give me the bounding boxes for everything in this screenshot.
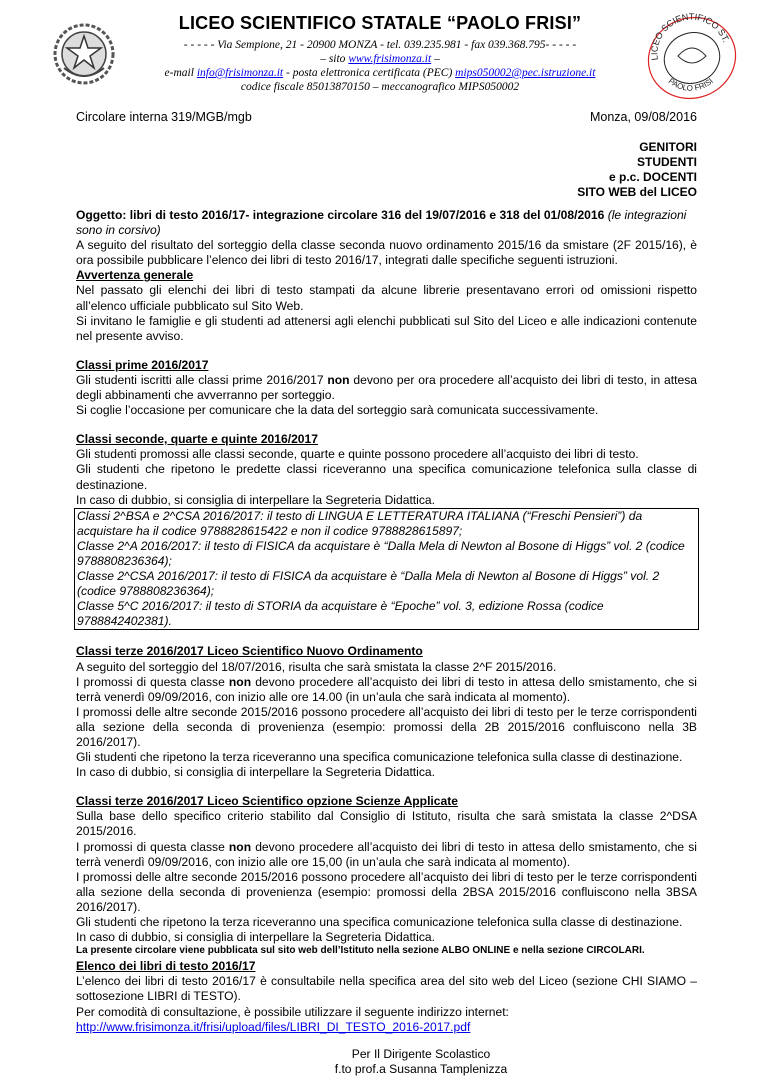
subject-bold: Oggetto: libri di testo 2016/17- integrazione circolare 316 del 19/07/2016 e 318 del 01/08/2016: [76, 208, 605, 222]
paragraph: Gli studenti che ripetono la terza riceveranno una specifica comunicazione telefonica sulla classe di destinazione.: [76, 915, 683, 930]
seal-text-top: LICEO SCIENTIFICO ST.: [649, 11, 732, 61]
section-seconde: [76, 432, 697, 630]
intro-paragraph: A seguito del risultato del sorteggio della classe seconda nuovo ordinamento 2015/16 da smistare (2F 2015/16), è ora possibile pubblicare l’elenco dei libri di testo 2016/17, integrati dalle specifiche seguenti istruzioni.: [76, 238, 697, 268]
paragraph: Per comodità di consultazione, è possibile utilizzare il seguente indirizzo internet:: [76, 1004, 509, 1019]
recipient: STUDENTI: [637, 155, 697, 169]
italian-republic-emblem-icon: [52, 22, 116, 86]
integration-line: Classe 2^CSA 2016/2017: il testo di FISICA da acquistare è “Dalla Mela di Newton al Bosone di Higgs” vol. 2 (codice 9788808236364);: [77, 569, 660, 599]
section-elenco: [76, 959, 697, 1034]
section-heading: Classi prime 2016/2017: [76, 357, 209, 372]
paragraph: Gli studenti che ripetono le predette classi riceveranno una specifica comunicazione telefonica sulla classe di destinazione.: [76, 462, 697, 492]
subject-italic: (le integrazioni sono in corsivo): [76, 208, 687, 238]
section-heading: Classi terze 2016/2017 Liceo Scientifico opzione Scienze Applicate: [76, 794, 458, 809]
text: devono procedere all’acquisto dei libri di testo in attesa dello smistamento, che si terrà venerdì 09/09/2016, con inizio alle ore 14.00 (in un’aula che sarà indicata al momento).: [76, 674, 697, 704]
paragraph: In caso di dubbio, si consiglia di interpellare la Segreteria Didattica.: [76, 492, 435, 507]
text: I promossi di questa classe: [76, 839, 229, 854]
circolare-date: Monza, 09/08/2016: [589, 110, 697, 124]
paragraph: In caso di dubbio, si consiglia di interpellare la Segreteria Didattica.: [76, 765, 435, 780]
paragraph: I promossi delle altre seconde 2015/2016 possono procedere all’acquisto dei libri di testo per le terze corrispondenti alla sezione della seconda di provenienza (esempio: promossi della 2B 2015/2016 confluiscono nella 3B 2016/2017).: [76, 704, 697, 749]
section-heading: Classi seconde, quarte e quinte 2016/2017: [76, 432, 318, 447]
paragraph: In caso di dubbio, si consiglia di interpellare la Segreteria Didattica.: [76, 930, 435, 945]
paragraph: [76, 373, 697, 403]
circolare-number: Circolare interna 319/MGB/mgb: [76, 110, 252, 124]
paragraph: Gli studenti promossi alle classi seconde, quarte e quinte possono procedere all’acquisto dei libri di testo.: [76, 447, 639, 462]
footer-note: La presente circolare viene pubblicata sul sito web dell’Istituto nella sezione ALBO ONLINE e nella sezione CIRCOLARI.: [76, 945, 645, 956]
email-prefix: e-mail: [164, 67, 197, 79]
signature-line: f.to prof.a Susanna Tamplenizza: [334, 1061, 508, 1076]
email-link[interactable]: info@frisimonza.it: [196, 67, 284, 79]
recipient: e p.c. DOCENTI: [608, 170, 697, 184]
text: Gli studenti iscritti alle classi prime 2016/2017: [76, 372, 328, 387]
seal-text-bottom: PAOLO FRISI: [666, 76, 715, 93]
paragraph: Si coglie l’occasione per comunicare che la data del sorteggio sarà comunicata successivamente.: [76, 403, 599, 418]
integration-line: Classi 2^BSA e 2^CSA 2016/2017: il testo di LINGUA E LETTERATURA ITALIANA (“Freschi Pensieri”) da acquistare ha il codice 9788828615422 e non il codice 9788828615897;: [77, 508, 643, 538]
section-prime: [76, 358, 697, 418]
libri-di-testo-link[interactable]: http://www.frisimonza.it/frisi/upload/files/LIBRI_DI_TESTO_2016-2017.pdf: [76, 1019, 471, 1034]
school-email-line: [130, 66, 630, 81]
paragraph: [76, 840, 697, 870]
school-seal-icon: [638, 4, 742, 108]
recipients: [577, 140, 697, 200]
paragraph: Gli studenti che ripetono la terza riceveranno una specifica comunicazione telefonica sulla classe di destinazione.: [76, 750, 683, 765]
school-address: - - - - - Via Sempione, 21 - 20900 MONZA - tel. 039.235.981 - fax 039.368.795- - - - -: [183, 39, 577, 51]
paragraph: [76, 675, 697, 705]
italic-integration-box: [74, 508, 699, 631]
site-link[interactable]: www.frisimonza.it: [348, 53, 432, 65]
text: I promossi di questa classe: [76, 674, 229, 689]
signature-line: Per Il Dirigente Scolastico: [351, 1046, 491, 1061]
subject: [76, 208, 697, 238]
site-prefix: – sito: [320, 53, 349, 65]
section-heading: Classi terze 2016/2017 Liceo Scientifico Nuovo Ordinamento: [76, 644, 423, 659]
school-fiscal-line: codice fiscale 85013870150 – meccanografico MIPS050002: [240, 81, 520, 93]
school-title: LICEO SCIENTIFICO STATALE “PAOLO FRISI”: [178, 13, 582, 33]
paragraph: Nel passato gli elenchi dei libri di testo stampati da alcune librerie presentavano errori od omissioni rispetto all’elenco ufficiale pubblicato sul Sito Web.: [76, 283, 697, 313]
school-site-line: [130, 52, 630, 67]
pec-text: - posta elettronica certificata (PEC): [283, 67, 456, 79]
emphasis: non: [228, 839, 252, 854]
text: devono procedere all’acquisto dei libri di testo in attesa dello smistamento, che si terrà venerdì 09/09/2016, con inizio alle ore 15,00 (in un’aula che sarà indicata al momento).: [76, 839, 697, 869]
svg-text:PAOLO FRISI: [667, 77, 715, 93]
section-avvertenza: [76, 268, 697, 343]
paragraph: Sulla base dello specifico criterio stabilito dal Consiglio di Istituto, risulta che sarà smistata la classe 2^DSA 2015/2016.: [76, 809, 697, 839]
section-heading: Avvertenza generale: [76, 268, 194, 283]
integration-line: Classe 5^C 2016/2017: il testo di STORIA da acquistare è “Epoche” vol. 3, edizione Rossa (codice 9788842402381).: [77, 599, 604, 629]
integration-line: Classe 2^A 2016/2017: il testo di FISICA da acquistare è “Dalla Mela di Newton al Bosone di Higgs” vol. 2 (codice 9788808236364);: [77, 538, 685, 568]
paragraph: I promossi delle altre seconde 2015/2016 possono procedere all’acquisto dei libri di testo per le terze corrispondenti alla sezione della seconda di provenienza (esempio: promossi della 2BSA 2015/2016 confluiscono nella 3BSA 2016/2017).: [76, 869, 697, 914]
section-terze-nuovo-ordinamento: [76, 644, 697, 780]
emphasis: non: [327, 372, 350, 387]
section-heading: Elenco dei libri di testo 2016/17: [76, 959, 256, 974]
signature: [326, 1047, 516, 1077]
section-terze-scienze-applicate: [76, 794, 697, 945]
pec-link[interactable]: mips050002@pec.istruzione.it: [455, 67, 596, 79]
emphasis: non: [228, 674, 252, 689]
svg-text:LICEO SCIENTIFICO ST.: [649, 12, 731, 61]
text: devono per ora procedere all’acquisto dei libri di testo, in attesa degli abbinamenti che avverranno per sorteggio.: [76, 372, 698, 403]
recipient: GENITORI: [639, 140, 697, 154]
paragraph: L’elenco dei libri di testo 2016/17 è consultabile nella specifica area del sito web del Liceo (sezione CHI SIAMO – sottosezione LIBRI di TESTO).: [76, 974, 697, 1004]
site-suffix: –: [431, 53, 440, 65]
paragraph: A seguito del sorteggio del 18/07/2016, risulta che sarà smistata la classe 2^F 2015/2016.: [76, 659, 557, 674]
recipient: SITO WEB del LICEO: [577, 185, 697, 199]
paragraph: Si invitano le famiglie e gli studenti ad attenersi agli elenchi pubblicati sul Sito del Liceo e alle indicazioni contenute nel presente avviso.: [76, 313, 697, 343]
